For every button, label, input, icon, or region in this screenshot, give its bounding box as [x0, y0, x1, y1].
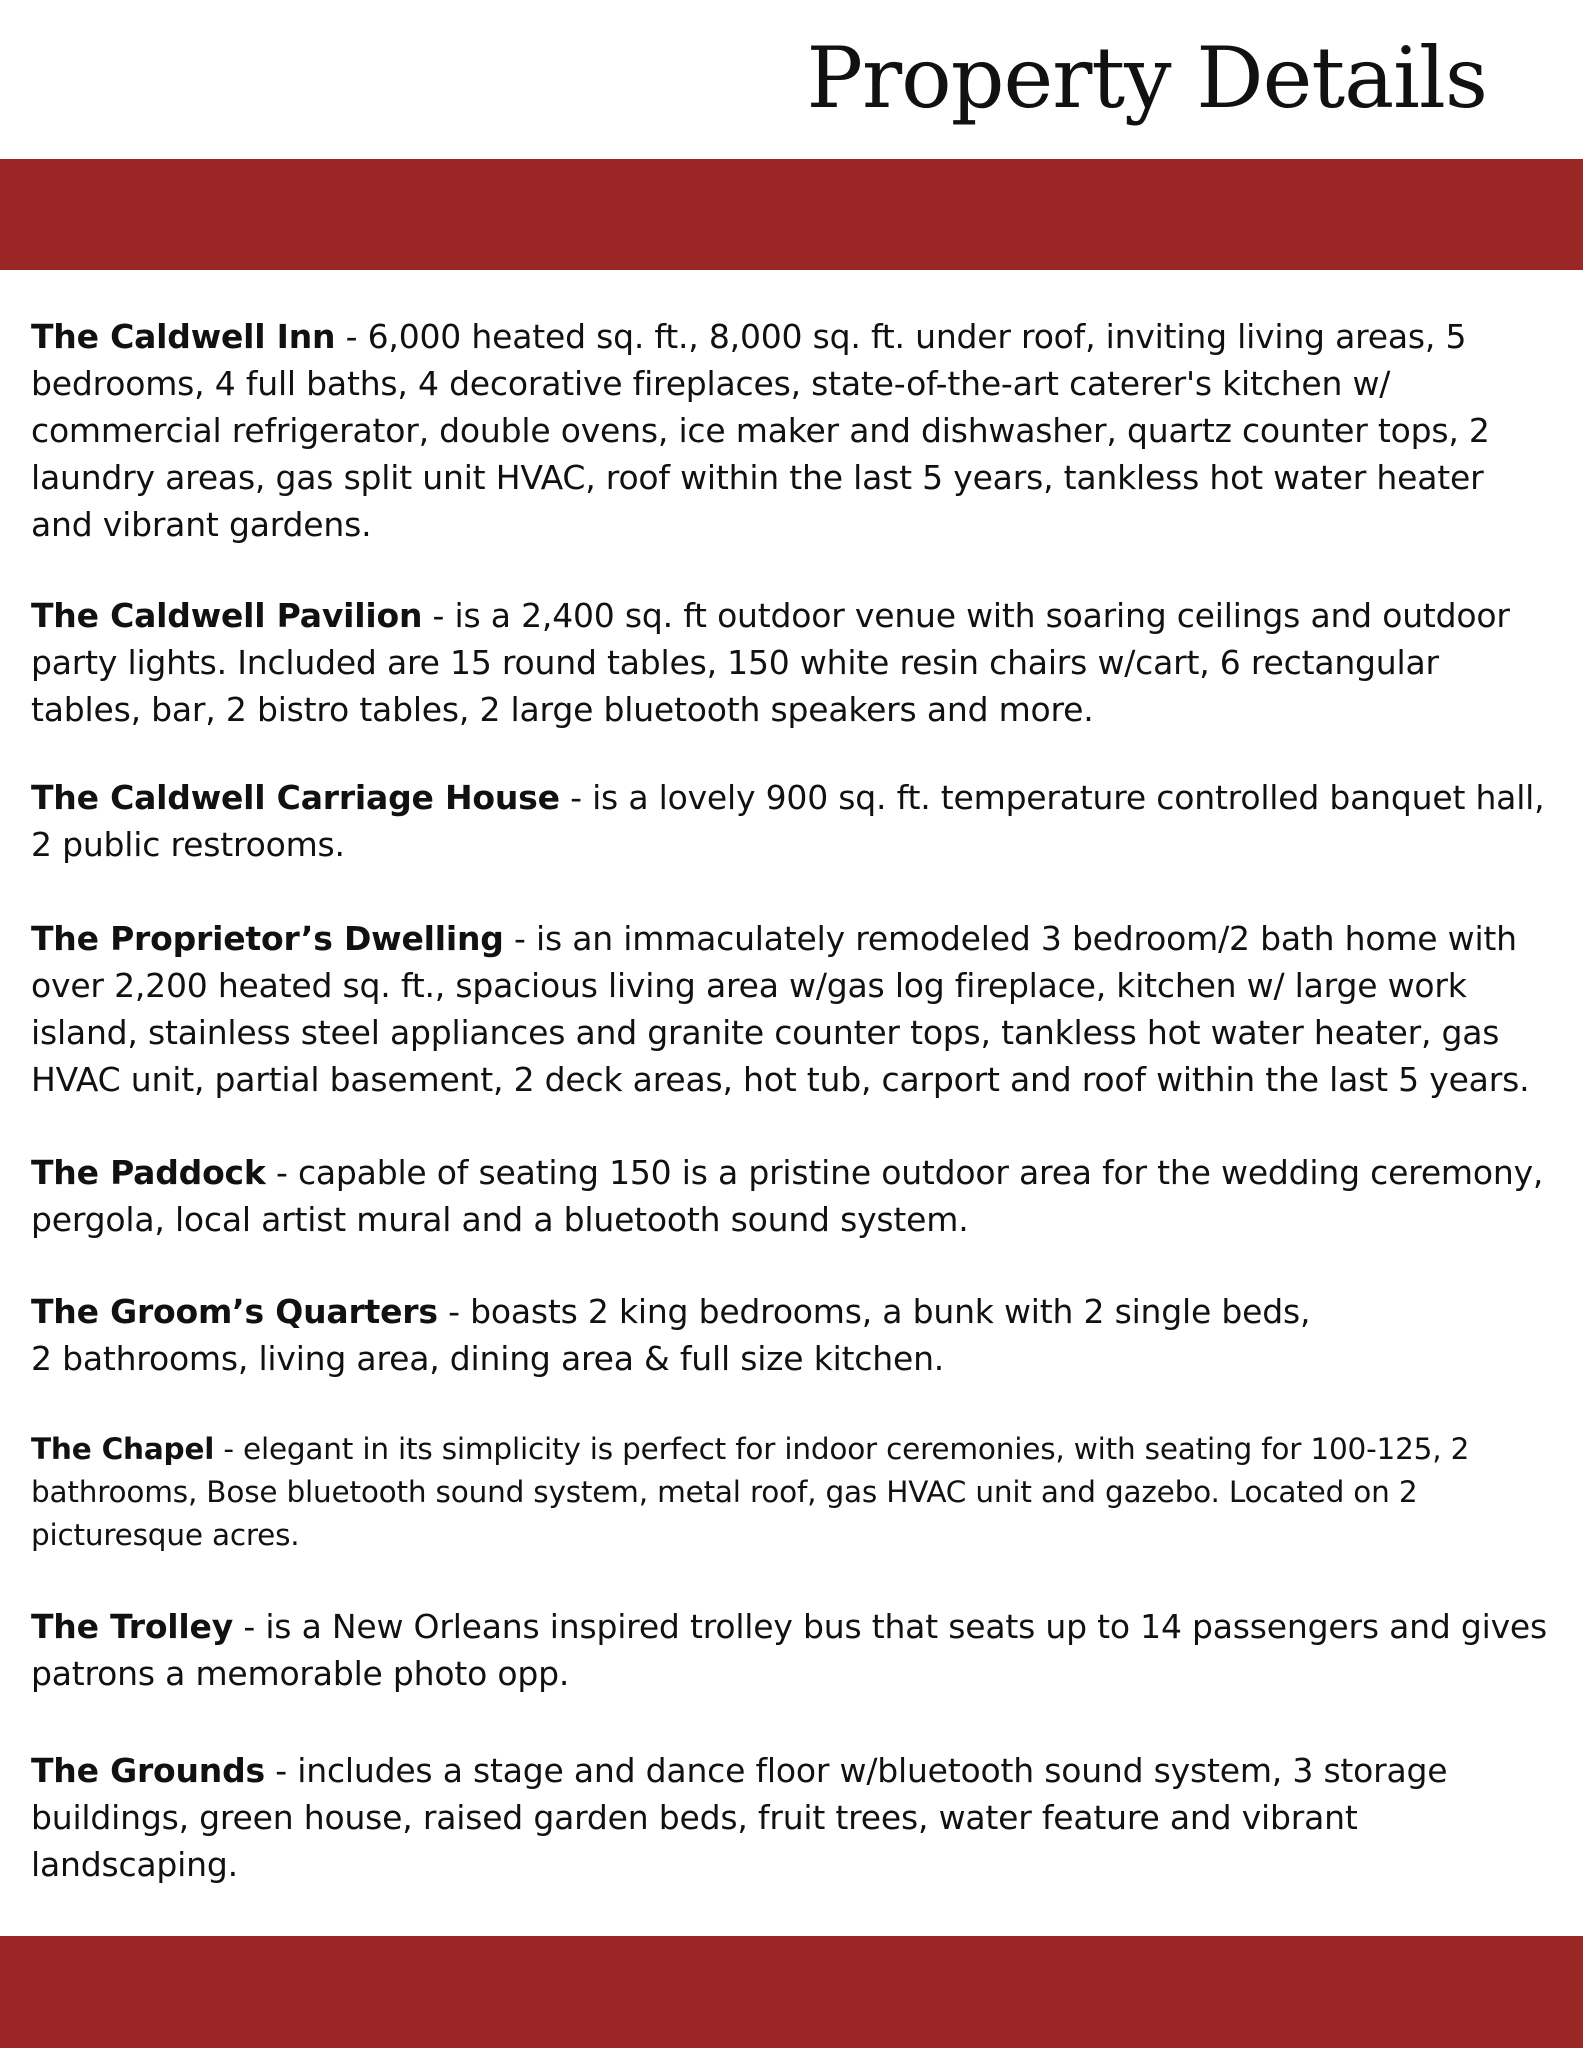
property-trolley	[31, 1603, 1551, 1697]
property-name: The Chapel	[31, 1432, 215, 1466]
property-name: The Grounds	[31, 1751, 265, 1790]
page-title: Property Details	[806, 29, 1487, 127]
property-description: - capable of seating 150 is a pristine outdoor area for the wedding ceremony, pergola, local artist mural and a bluetooth sound system.	[31, 1153, 1544, 1239]
property-name: The Trolley	[31, 1607, 234, 1646]
property-description: - is a 2,400 sq. ft outdoor venue with soaring ceilings and outdoor party lights. Included are 15 round tables, 150 white resin chairs w/cart, 6 rectangular tables, bar, 2 bistro tables, 2 large bluetooth speakers and more.	[31, 596, 1510, 729]
property-description: - elegant in its simplicity is perfect for indoor ceremonies, with seating for 100-125, 2 bathrooms, Bose bluetooth sound system, metal roof, gas HVAC unit and gazebo. Located on 2 picturesque acres.	[31, 1432, 1470, 1552]
property-description-line2: 2 bathrooms, living area, dining area & full size kitchen.	[31, 1339, 945, 1378]
property-name: The Caldwell Pavilion	[31, 596, 423, 635]
property-name: The Caldwell Inn	[31, 317, 336, 356]
property-proprietors-dwelling	[31, 915, 1551, 1103]
header-band	[0, 159, 1583, 270]
property-caldwell-inn	[31, 313, 1551, 548]
property-carriage-house	[31, 774, 1551, 868]
property-description: - is a lovely 900 sq. ft. temperature controlled banquet hall, 2 public restrooms.	[31, 778, 1545, 864]
property-description: - includes a stage and dance floor w/bluetooth sound system, 3 storage buildings, green house, raised garden beds, fruit trees, water feature and vibrant landscaping.	[31, 1751, 1448, 1884]
property-list	[31, 313, 1551, 1888]
property-chapel	[31, 1428, 1551, 1557]
property-name: The Caldwell Carriage House	[31, 778, 560, 817]
property-grounds	[31, 1747, 1551, 1888]
property-description: - is a New Orleans inspired trolley bus that seats up to 14 passengers and gives patrons a memorable photo opp.	[31, 1607, 1548, 1693]
property-name: The Paddock	[31, 1153, 266, 1192]
property-description: - boasts 2 king bedrooms, a bunk with 2 single beds,	[437, 1292, 1311, 1331]
property-description: - 6,000 heated sq. ft., 8,000 sq. ft. under roof, inviting living areas, 5 bedrooms, 4 full baths, 4 decorative fireplaces, state-of-the-art caterer's kitchen w/ commercial refrigerator, double ovens, ice maker and dishwasher, quartz counter tops, 2 laundry areas, gas split unit HVAC, roof within the last 5 years, tankless hot water heater and vibrant gardens.	[31, 317, 1490, 544]
property-name: The Groom’s Quarters	[31, 1292, 438, 1331]
property-name: The Proprietor’s Dwelling	[31, 919, 504, 958]
footer-band	[0, 1936, 1583, 2048]
property-grooms-quarters	[31, 1288, 1551, 1382]
property-description: - is an immaculately remodeled 3 bedroom/2 bath home with over 2,200 heated sq. ft., spacious living area w/gas log fireplace, kitchen w/ large work island, stainless steel appliances and granite counter tops, tankless hot water heater, gas HVAC unit, partial basement, 2 deck areas, hot tub, carport and roof within the last 5 years.	[31, 919, 1530, 1099]
property-paddock	[31, 1149, 1551, 1243]
property-caldwell-pavilion	[31, 592, 1551, 733]
